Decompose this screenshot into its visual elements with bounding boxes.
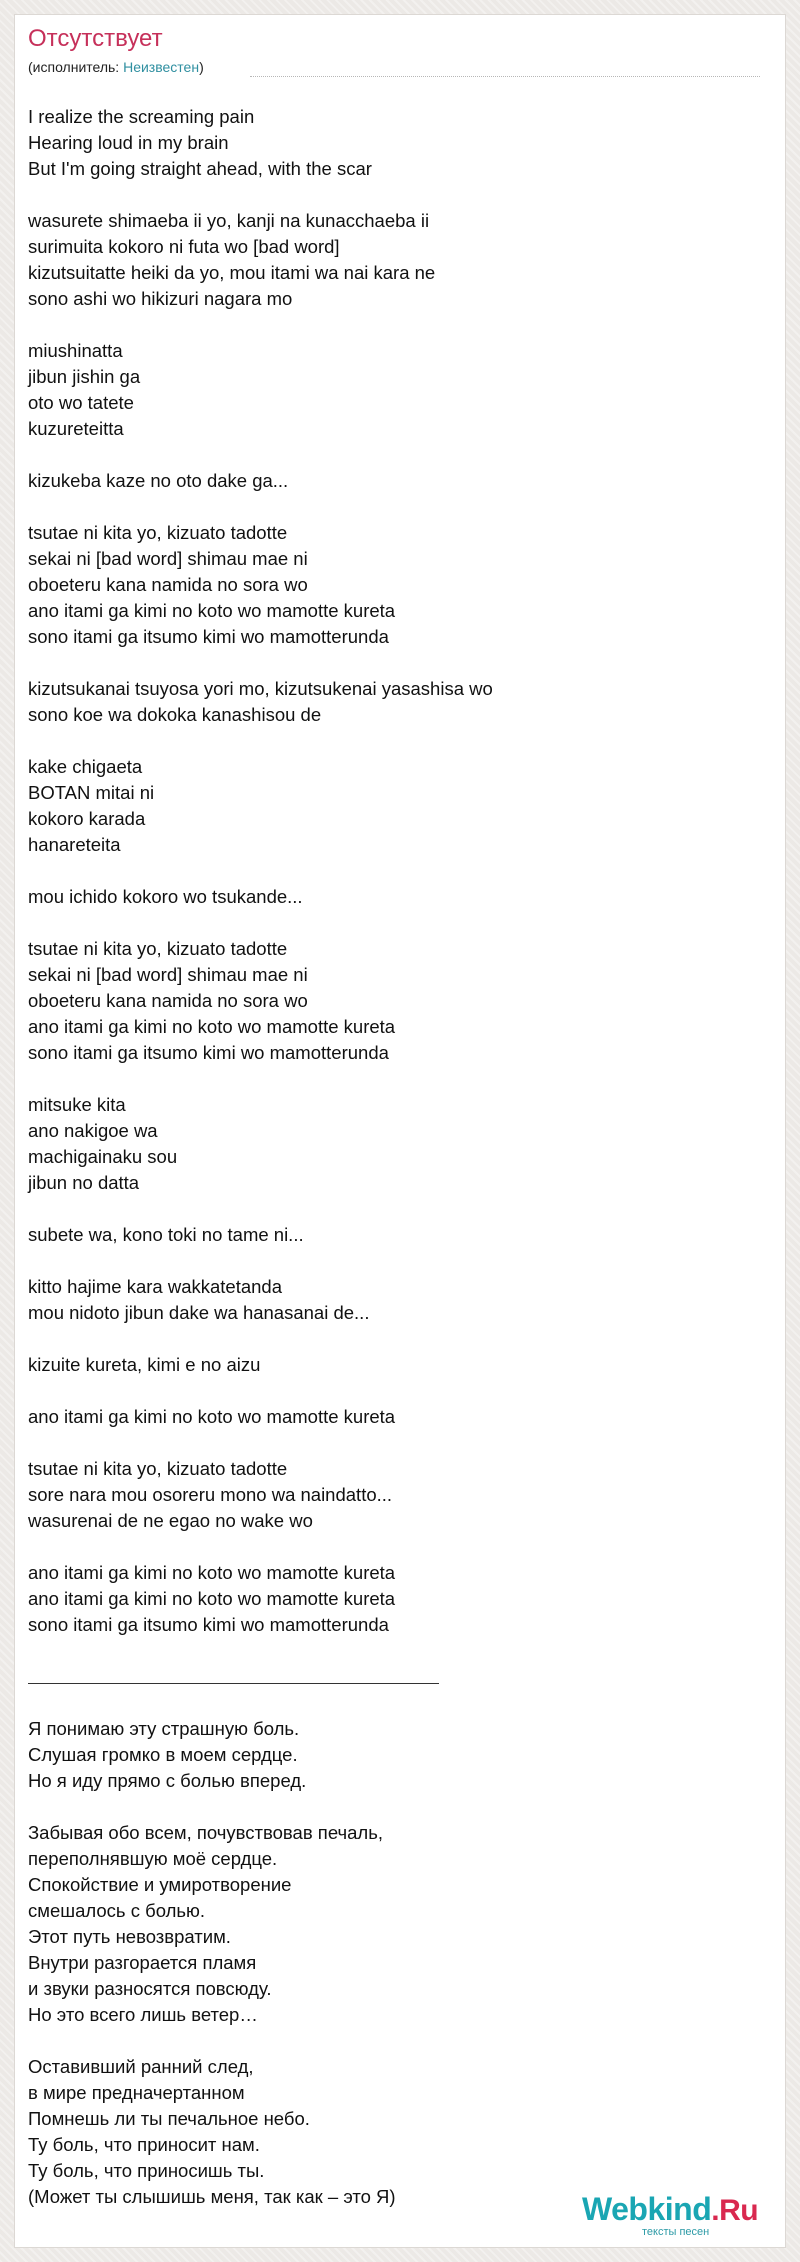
lyric-line-blank bbox=[28, 494, 728, 520]
lyric-line: sono itami ga itsumo kimi wo mamotterunda bbox=[28, 626, 389, 647]
translation-line: (Может ты слышишь меня, так как – это Я) bbox=[28, 2186, 396, 2207]
logo-tagline: тексты песен bbox=[642, 2226, 710, 2238]
lyric-line: wasurenai de ne egao no wake wo bbox=[28, 1510, 313, 1531]
lyric-line: jibun jishin ga bbox=[28, 366, 141, 387]
lyric-line: surimuita kokoro ni futa wo [bad word] bbox=[28, 236, 340, 257]
logo-tld: .Ru bbox=[711, 2194, 759, 2227]
translation-line: переполнявшую моё сердце. bbox=[28, 1848, 278, 1869]
lyric-line-blank bbox=[28, 650, 728, 676]
lyric-line: kizuite kureta, kimi e no aizu bbox=[28, 1354, 261, 1375]
lyric-line: mitsuke kita bbox=[28, 1094, 126, 1115]
lyric-line: sono itami ga itsumo kimi wo mamotterunda bbox=[28, 1042, 389, 1063]
translation-line: Забывая обо всем, почувствовав печаль, bbox=[28, 1822, 384, 1843]
lyric-line: hanareteita bbox=[28, 834, 121, 855]
logo-name: Webkind bbox=[582, 2191, 712, 2227]
lyric-line: kizutsuitatte heiki da yo, mou itami wa nai kara ne bbox=[28, 262, 436, 283]
translation-line: Ту боль, что приносит нам. bbox=[28, 2134, 260, 2155]
lyric-line-blank bbox=[28, 858, 728, 884]
lyric-line: I realize the screaming pain bbox=[28, 106, 255, 127]
lyric-line: machigainaku sou bbox=[28, 1146, 178, 1167]
lyric-line: kizukeba kaze no oto dake ga... bbox=[28, 470, 289, 491]
lyric-line-blank bbox=[28, 1430, 728, 1456]
lyric-line: ano itami ga kimi no koto wo mamotte kureta bbox=[28, 1588, 396, 1609]
lyric-line: tsutae ni kita yo, kizuato tadotte bbox=[28, 938, 288, 959]
translation-line-blank bbox=[28, 2028, 728, 2054]
lyric-line: oto wo tatete bbox=[28, 392, 134, 413]
translation-line-blank bbox=[28, 1794, 728, 1820]
translation-line: Спокойствие и умиротворение bbox=[28, 1874, 292, 1895]
artist-link[interactable]: Неизвестен bbox=[123, 59, 200, 75]
header-divider bbox=[250, 76, 760, 77]
translation-line: Оставивший ранний след, bbox=[28, 2056, 254, 2077]
lyric-line: But I'm going straight ahead, with the scar bbox=[28, 158, 372, 179]
translation-line: Ту боль, что приносишь ты. bbox=[28, 2160, 265, 2181]
lyric-line-blank bbox=[28, 728, 728, 754]
lyric-line: tsutae ni kita yo, kizuato tadotte bbox=[28, 1458, 288, 1479]
artist-prefix: (исполнитель: bbox=[28, 59, 124, 75]
lyric-line: kokoro karada bbox=[28, 808, 146, 829]
lyric-line: wasurete shimaeba ii yo, kanji na kunacchaeba ii bbox=[28, 210, 430, 231]
lyric-line-blank bbox=[28, 1248, 728, 1274]
lyric-line: ano itami ga kimi no koto wo mamotte kureta bbox=[28, 600, 396, 621]
lyric-line: BOTAN mitai ni bbox=[28, 782, 155, 803]
logo-wordmark bbox=[582, 2193, 758, 2226]
lyric-line: oboeteru kana namida no sora wo bbox=[28, 990, 308, 1011]
translation-line: Слушая громко в моем сердце. bbox=[28, 1744, 298, 1765]
lyric-line: kizutsukanai tsuyosa yori mo, kizutsukenai yasashisa wo bbox=[28, 678, 493, 699]
translation-line: смешалось с болью. bbox=[28, 1900, 206, 1921]
lyric-line-blank bbox=[28, 1326, 728, 1352]
lyric-line: subete wa, kono toki no tame ni... bbox=[28, 1224, 304, 1245]
lyric-line: sono itami ga itsumo kimi wo mamotterunda bbox=[28, 1614, 389, 1635]
lyric-line: sore nara mou osoreru mono wa naindatto... bbox=[28, 1484, 393, 1505]
lyric-line-blank bbox=[28, 312, 728, 338]
lyric-line: miushinatta bbox=[28, 340, 123, 361]
translation-line: Но это всего лишь ветер… bbox=[28, 2004, 258, 2025]
lyric-line-blank bbox=[28, 442, 728, 468]
artist-suffix: ) bbox=[199, 59, 204, 75]
translation-line: Внутри разгорается пламя bbox=[28, 1952, 257, 1973]
lyric-line: ano nakigoe wa bbox=[28, 1120, 158, 1141]
lyric-line: oboeteru kana namida no sora wo bbox=[28, 574, 308, 595]
lyric-line: kuzureteitta bbox=[28, 418, 124, 439]
translation-divider bbox=[28, 1683, 439, 1684]
translation-line: и звуки разносятся повсюду. bbox=[28, 1978, 272, 1999]
lyric-line-blank bbox=[28, 1378, 728, 1404]
lyric-line: tsutae ni kita yo, kizuato tadotte bbox=[28, 522, 288, 543]
lyric-line: mou ichido kokoro wo tsukande... bbox=[28, 886, 303, 907]
translation-line: Помнешь ли ты печальное небо. bbox=[28, 2108, 310, 2129]
translation-line: в мире предначертанном bbox=[28, 2082, 245, 2103]
lyric-line: ano itami ga kimi no koto wo mamotte kureta bbox=[28, 1562, 396, 1583]
lyric-line: kake chigaeta bbox=[28, 756, 143, 777]
lyric-line-blank bbox=[28, 1534, 728, 1560]
lyric-line-blank bbox=[28, 182, 728, 208]
lyrics-text bbox=[28, 104, 728, 1638]
lyric-line: sekai ni [bad word] shimau mae ni bbox=[28, 964, 308, 985]
lyric-line: sono koe wa dokoka kanashisou de bbox=[28, 704, 322, 725]
song-title: Отсутствует bbox=[28, 25, 163, 52]
lyric-line: Hearing loud in my brain bbox=[28, 132, 229, 153]
lyric-line: ano itami ga kimi no koto wo mamotte kureta bbox=[28, 1406, 396, 1427]
translation-line: Но я иду прямо с болью вперед. bbox=[28, 1770, 307, 1791]
lyric-line-blank bbox=[28, 1196, 728, 1222]
lyric-line: sekai ni [bad word] shimau mae ni bbox=[28, 548, 308, 569]
lyric-line: jibun no datta bbox=[28, 1172, 140, 1193]
translation-line: Этот путь невозвратим. bbox=[28, 1926, 231, 1947]
translation-text bbox=[28, 1716, 728, 2210]
lyric-line-blank bbox=[28, 910, 728, 936]
lyric-line: ano itami ga kimi no koto wo mamotte kureta bbox=[28, 1016, 396, 1037]
lyric-line: kitto hajime kara wakkatetanda bbox=[28, 1276, 282, 1297]
lyric-line: sono ashi wo hikizuri nagara mo bbox=[28, 288, 293, 309]
lyric-line-blank bbox=[28, 1066, 728, 1092]
webkind-logo[interactable] bbox=[582, 2193, 772, 2243]
translation-line: Я понимаю эту страшную боль. bbox=[28, 1718, 300, 1739]
lyric-line: mou nidoto jibun dake wa hanasanai de... bbox=[28, 1302, 370, 1323]
artist-line bbox=[28, 60, 204, 74]
